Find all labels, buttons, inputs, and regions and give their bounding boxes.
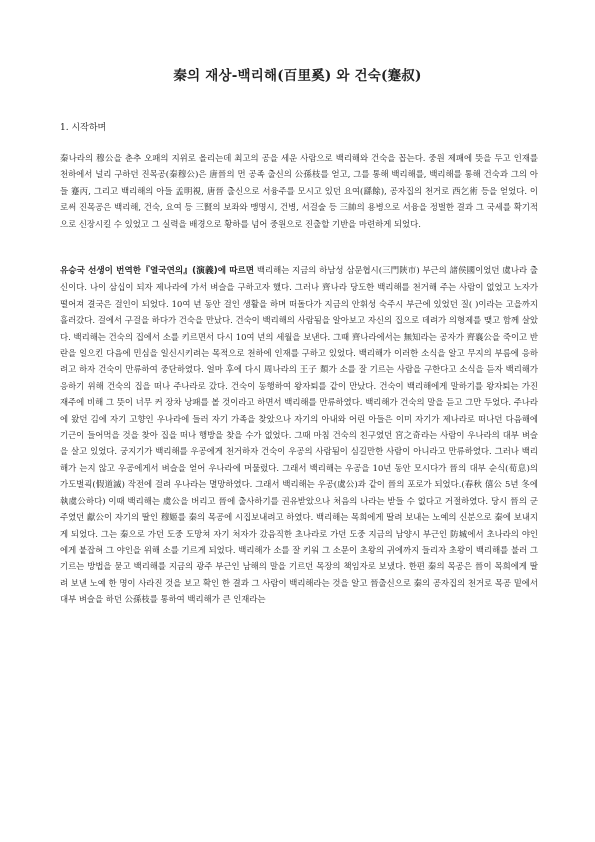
paragraph-intro: 秦나라의 穆公을 춘추 오패의 지위로 올리는데 최고의 공을 세운 사람으로 백리해와 건숙을 꼽는다. 중원 제패에 뜻을 두고 인재를 천하에서 널리 구하던 진목공(秦穆公)은 唐晉의 먼 공족 출신의 公孫枝를 얻고, 그를 통해 백리해를, 백리해를 통해 건숙과 그의 아들 蹇丙, 그리고 백리해의 아들 孟明視, 唐晉 출신으로 서융주를 모시고 있던 요여(繇餘), 공자집의 천거로 西乞術 등을 얻었다. 이로써 진목공은 백리해, 건숙, 요여 등 三賢의 보좌와 맹명시, 건병, 서걸술 등 三帥의 용병으로 서융을 정벌한 결과 그 국세를 확기적으로 신장시킬 수 있었고 그 실력을 배경으로 황하를 넘어 중원으로 진출할 기반을 마련하게 되었다. <box>60 153 538 229</box>
section-heading: 1. 시작하며 <box>60 123 107 133</box>
paragraph-history <box>60 262 538 608</box>
paragraph-history-body: 백리해는 지금의 하남성 삼문협시(三門陝市) 부근의 諸侯國이었던 虞나라 출신이다. 나이 삼십이 되자 제나라에 가서 벼슬을 구하고자 했다. 그러나 齊나라 당도한 백리해를 천거해 주는 사람이 없었고 노자가 떨어져 결국은 걸인이 되었다. 10여 년 동안 걸인 생활을 하며 떠돌다가 지금의 안휘성 숙주시 부근에 있었던 질( )이라는 고을까지 흘러갔다. 걸에서 구걸을 하다가 건숙을 만났다. 건숙이 백리해의 사람됨을 알아보고 자신의 집으로 데려가 의형제를 맺고 함께 살았다. 백리해는 건숙의 집에서 소를 키르면서 다시 10여 년의 세월을 보낸다. 그때 齊나라에서는 無知라는 공자가 齊襄公을 죽이고 반란을 일으킨 다음에 민심을 일신시키려는 목적으로 천하에 인재를 구하고 있었다. 백리해가 이러한 소식을 알고 무지의 부름에 응하려고 하자 건숙이 만류하여 중단하였다. 얼마 후에 다시 周나라의 王子 頹가 소를 잘 기르는 사람을 구한다고 소식을 듣자 백리해가 응하기 위해 건숙의 집을 떠나 주나라로 갔다. 건숙이 동행하여 왕자퇴를 같이 만났다. 건숙이 백리해에게 말하기를 왕자퇴는 가진 재주에 비해 그 뜻이 너무 커 장차 낭패를 볼 것이라고 하면서 백리해를 만류하였다. 백리해가 건숙의 말을 듣고 그만 두었다. 주나라에 왔던 김에 자기 고향인 우나라에 들러 자기 가족을 찾았으나 자기의 아내와 어린 아들은 이미 자기가 제나라로 떠나던 다음해에 기근이 들어먹을 것을 찾아 집을 떠나 행방을 찾을 수가 없었다. 그때 마침 건숙의 친구였던 宮之奇라는 사람이 우나라의 대부 벼슬을 살고 있었다. 궁지기가 백리해를 우공에게 천거하자 건숙이 우공의 사람됨이 심길만한 사람이 아니라고 만류하였다. 그러나 백리해가 는지 않고 우공에게서 벼슬을 얻어 우나라에 머물렀다. 그래서 백리해는 우공을 10년 동안 모시다가 晉의 대부 순식(荀息)의 가도벌괵(假道滅) 작전에 걸려 우나라는 멸망하였다. 그래서 백리해는 우공(虞公)과 같이 晉의 포로가 되었다.(春秋 僖公 5년 冬에 執虞公하다) 이때 백리해는 虞公을 버리고 晉에 출사하기를 권유받았으나 처음의 나라는 받들 수 없다고 거절하였다. 당시 晉의 군주였던 獻公이 자기의 딸인 穆姬를 秦의 목공에 시집보내려고 하였다. 백리해는 목희에게 딸려 보내는 노예의 신분으로 秦에 보내지게 되었다. 그는 秦으로 가던 도중 도망쳐 자기 처자가 갔음직한 초나라로 가던 도중 지금의 남양시 부근인 防城에서 초나라의 야인에게 붙잡혀 그 야인을 위해 소를 기르게 되었다. 백리해가 소를 잘 키워 그 소문이 초왕의 귀에까지 들리자 초왕이 백리해를 불러 그 기르는 방법을 묻고 백리해를 지금의 광주 부근인 남해의 말을 기르던 목장의 책임자로 보냈다. 한편 秦의 목공은 晉이 목희에게 딸려 보낸 노예 한 명이 사라진 것을 보고 확인 한 결과 그 사람이 백리해라는 것을 알고 晉출신으로 秦의 공자집의 천거로 목공 밑에서 대부 벼슬을 하던 公孫枝를 통하여 백리해가 큰 인재라는 <box>60 265 538 605</box>
document-title: 秦의 재상-백리해(百里奚) 와 건숙(蹇叔) <box>173 68 422 84</box>
paragraph-lead-emphasis: 유승국 선생이 번역한『열국연의』(演義)에 따르면 <box>60 266 255 276</box>
